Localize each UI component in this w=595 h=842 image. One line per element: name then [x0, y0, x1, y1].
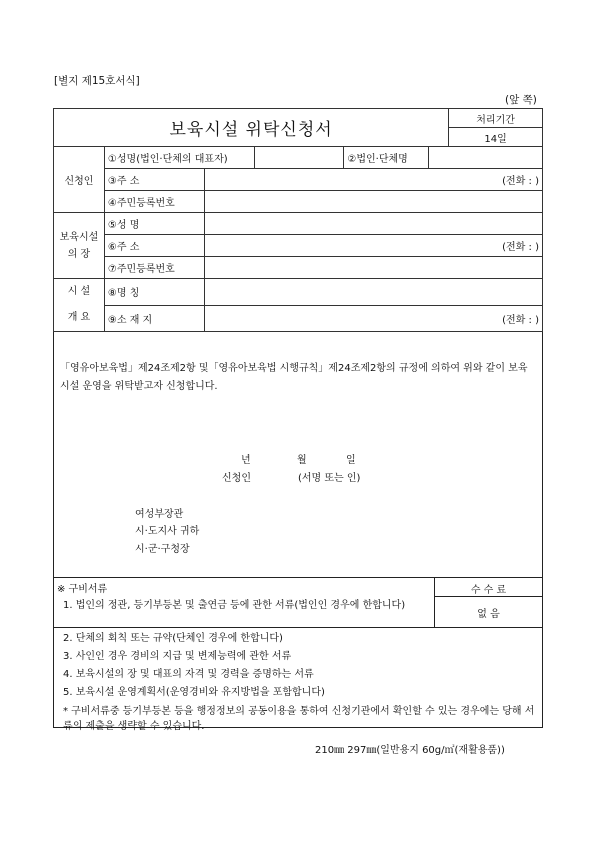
docs-mid-rule [53, 627, 543, 628]
recipient-1: 여성부장관 [135, 509, 184, 520]
signer-sign: (서명 또는 인) [298, 473, 361, 484]
applicant-section-label: 신청인 [54, 147, 105, 213]
docs-item: 3. 사인인 경우 경비의 지급 및 변제능력에 관한 서류 [63, 651, 292, 662]
form-number: [별지 제15호서식] [54, 75, 140, 87]
facility-location-field[interactable] [204, 305, 542, 332]
director-id-label: ⑦주민등록번호 [104, 257, 204, 279]
facility-location-label: ⑨소 재 지 [104, 305, 204, 332]
applicant-address-field[interactable] [204, 169, 542, 191]
footer-paper-spec: 210㎜ 297㎜(일반용지 60g/㎡(재활용품)) [315, 745, 505, 756]
fee-value: 없 음 [477, 609, 500, 620]
director-section-line2: 의 장 [67, 248, 91, 260]
statement-text: 「영유아보육법」제24조제2항 및「영유아보육법 시행규칙」제24조제2항의 규정에 의하여 위와 같이 보육시설 운영을 위탁받고자 신청합니다. [60, 363, 528, 392]
director-name-label: ⑤성 명 [104, 213, 204, 235]
director-address-label: ⑥주 소 [104, 235, 204, 257]
date-day: 일 [346, 455, 356, 466]
processing-value: 14일 [449, 128, 543, 147]
applicant-address-label: ③주 소 [104, 169, 204, 191]
application-table [53, 108, 543, 332]
page-side: (앞 쪽) [505, 94, 537, 106]
docs-note: * 구비서류중 등기부등본 등을 행정정보의 공동이용을 통하여 신청기관에서 확인할 수 있는 경우에는 당해 서류의 제출을 생략할 수 있습니다. [63, 706, 535, 732]
docs-list [63, 630, 539, 734]
docs-item: 2. 단체의 회칙 또는 규약(단체인 경우에 한합니다) [63, 633, 283, 644]
facility-section-line2: 개 요 [67, 312, 91, 323]
applicant-id-label: ④주민등록번호 [104, 191, 204, 213]
date-month: 월 [297, 455, 307, 466]
signer-label: 신청인 [222, 473, 251, 484]
docs-item-1: 1. 법인의 정관, 등기부등본 및 출연금 등에 관한 서류(법인인 경우에 한합니다) [63, 600, 406, 611]
fee-rule [434, 596, 543, 597]
facility-name-field[interactable] [204, 279, 542, 306]
applicant-org-field[interactable] [429, 147, 543, 169]
facility-section-line1: 시 설 [67, 286, 91, 297]
facility-name-label: ⑧명 칭 [104, 279, 204, 306]
applicant-name-label: ①성명(법인·단체의 대표자) [104, 147, 254, 169]
director-id-field[interactable] [204, 257, 542, 279]
docs-top-rule [53, 577, 543, 578]
recipient-2: 시·도지사 귀하 [135, 526, 200, 537]
applicant-phone: (전화 : ) [502, 176, 539, 187]
director-section-line1: 보육시설 [59, 231, 99, 243]
docs-item: 5. 보육시설 운영계획서(운영경비와 유지방법을 포함합니다) [63, 687, 325, 698]
director-address-field[interactable] [204, 235, 542, 257]
director-section-label [54, 213, 105, 279]
fee-label: 수 수 료 [470, 585, 507, 596]
applicant-name-field[interactable] [254, 147, 344, 169]
facility-section-label [54, 279, 105, 332]
form-title: 보육시설 위탁신청서 [54, 109, 449, 147]
recipient-3: 시·군·구청장 [135, 544, 190, 555]
applicant-org-label: ②법인·단체명 [344, 147, 429, 169]
docs-item: 4. 보육시설의 장 및 대표의 자격 및 경력을 증명하는 서류 [63, 669, 314, 680]
date-year: 년 [241, 455, 251, 466]
director-phone: (전화 : ) [502, 242, 539, 253]
processing-label: 처리기간 [449, 109, 543, 128]
docs-heading: ※ 구비서류 [57, 584, 108, 595]
director-name-field[interactable] [204, 213, 542, 235]
facility-phone: (전화 : ) [502, 314, 539, 326]
applicant-id-field[interactable] [204, 191, 542, 213]
